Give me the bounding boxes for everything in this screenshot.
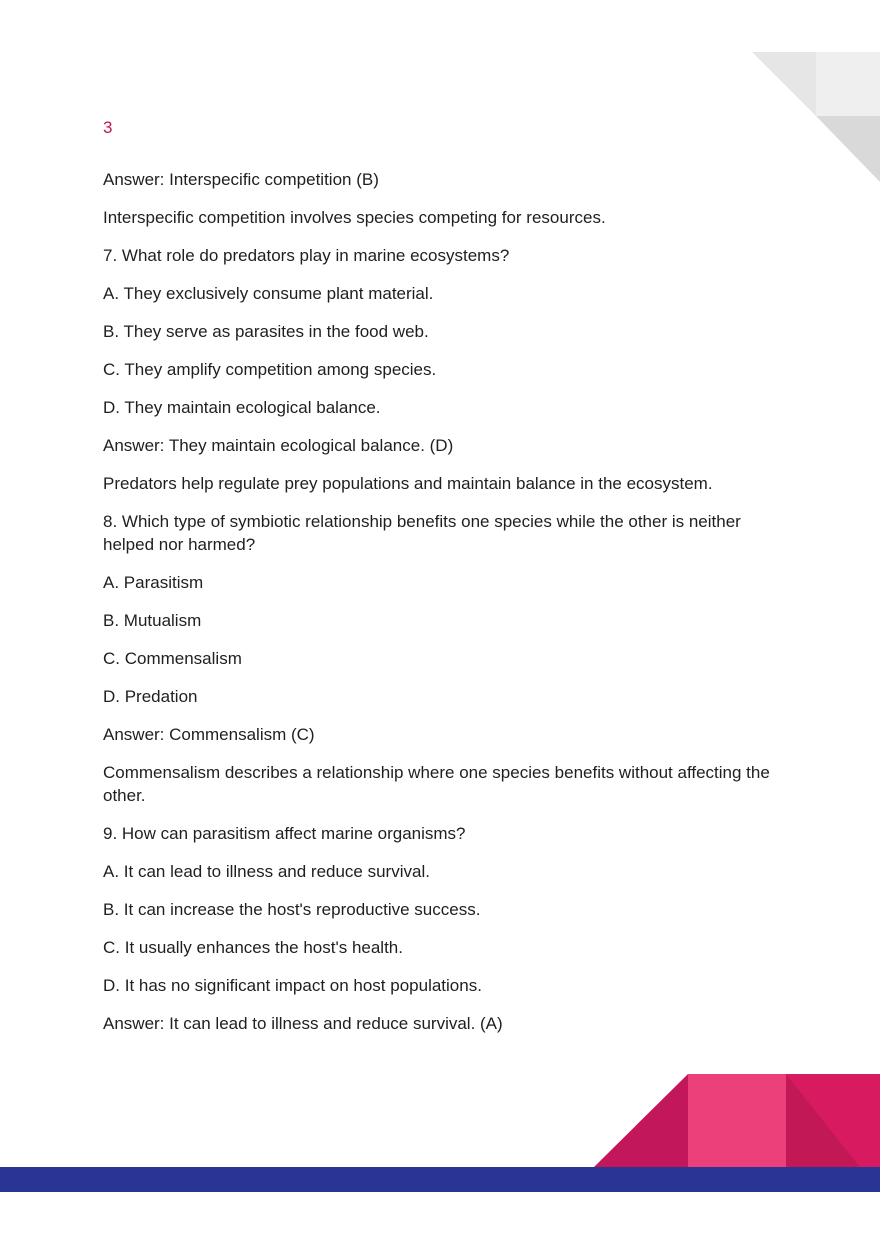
question-9-option-c: C. It usually enhances the host's health. xyxy=(103,938,403,957)
corner-decoration xyxy=(752,52,880,182)
question-9: 9. How can parasitism affect marine organisms? xyxy=(103,824,466,843)
question-9-option-b: B. It can increase the host's reproductive success. xyxy=(103,900,481,919)
question-8-option-b: B. Mutualism xyxy=(103,611,202,630)
question-7-option-d: D. They maintain ecological balance. xyxy=(103,398,381,417)
question-8-option-d: D. Predation xyxy=(103,687,198,706)
question-8-option-a: A. Parasitism xyxy=(103,573,204,592)
page-number: 3 xyxy=(103,118,113,137)
question-9-answer: Answer: It can lead to illness and reduce survival. (A) xyxy=(103,1014,503,1033)
answer-line: Answer: Interspecific competition (B) xyxy=(103,170,379,189)
document-body xyxy=(103,168,773,1050)
question-7-explanation: Predators help regulate prey populations and maintain balance in the ecosystem. xyxy=(103,474,713,493)
question-8-answer: Answer: Commensalism (C) xyxy=(103,725,315,744)
question-8-explanation: Commensalism describes a relationship where one species benefits without affecting the other. xyxy=(103,763,770,805)
question-8: 8. Which type of symbiotic relationship benefits one species while the other is neither helped nor harmed? xyxy=(103,512,741,554)
question-8-option-c: C. Commensalism xyxy=(103,649,242,668)
question-7: 7. What role do predators play in marine ecosystems? xyxy=(103,246,510,265)
question-7-answer: Answer: They maintain ecological balance. (D) xyxy=(103,436,454,455)
question-9-option-a: A. It can lead to illness and reduce survival. xyxy=(103,862,430,881)
question-7-option-b: B. They serve as parasites in the food web. xyxy=(103,322,429,341)
question-7-option-c: C. They amplify competition among species. xyxy=(103,360,437,379)
question-9-option-d: D. It has no significant impact on host populations. xyxy=(103,976,482,995)
explanation-line: Interspecific competition involves species competing for resources. xyxy=(103,208,606,227)
question-7-option-a: A. They exclusively consume plant material. xyxy=(103,284,434,303)
footer-decoration xyxy=(0,1074,880,1194)
